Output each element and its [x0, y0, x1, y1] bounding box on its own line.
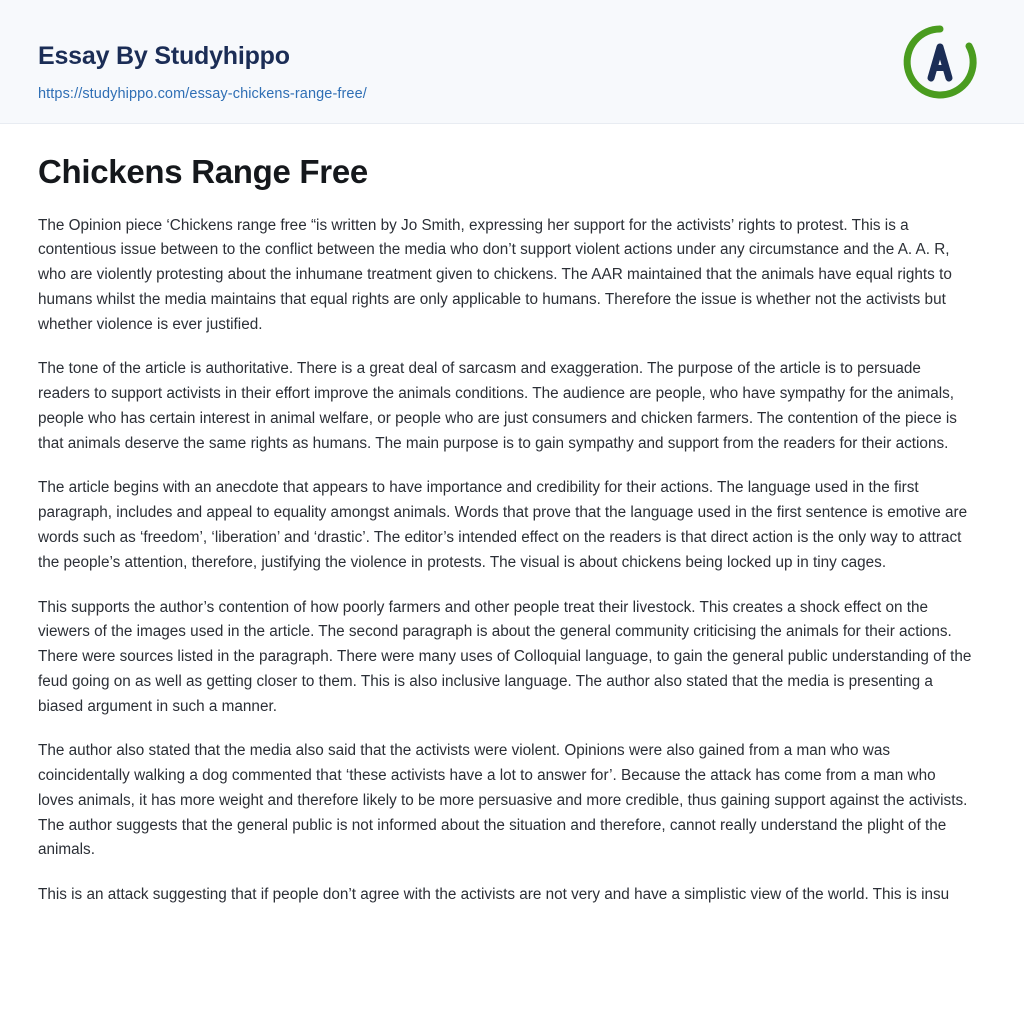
article-paragraph: The article begins with an anecdote that appears to have importance and credibility for their actions. The language used in the first paragraph, includes and appeal to equality amongst animals. Words that prove that the language used in the first sentence is emotive are words such as ‘freedom’, ‘liberation’ and ‘drastic’. The editor’s intended effect on the readers is that direct action is the only way to attract the people’s attention, therefore, justifying the violence in protests. The visual is about chickens being locked up in tiny cages. — [38, 479, 968, 571]
site-header — [0, 0, 1024, 124]
studyhippo-logo-icon — [900, 22, 980, 102]
source-url[interactable]: https://studyhippo.com/essay-chickens-range-free/ — [38, 86, 367, 102]
article-paragraph: This supports the author’s contention of how poorly farmers and other people treat their livestock. This creates a shock effect on the viewers of the images used in the article. The second paragraph is about the general community criticising the animals for their actions. There were sources listed in the paragraph. There were many uses of Colloquial language, to gain the general public understanding of the feud going on as well as getting closer to them. This is also inclusive language. The author also stated that the media is presenting a biased argument in such a manner. — [38, 598, 972, 715]
article-paragraph: The author also stated that the media also said that the activists were violent. Opinions were also gained from a man who was coincidentally walking a dog commented that ‘these activists have a lot to answer for’. Because the attack has come from a man who loves animals, it has more weight and therefore likely to be more persuasive and more credible, thus gaining support against the activists. The author suggests that the general public is not informed about the situation and therefore, cannot really understand the plight of the animals. — [38, 742, 968, 859]
site-brand — [38, 42, 290, 71]
article-paragraph: The Opinion piece ‘Chickens range free “is written by Jo Smith, expressing her support for the activists’ rights to protest. This is a contentious issue between to the conflict between the media who don’t support violent actions under any circumstance and the A. A. R, who are violently protesting about the inhumane treatment given to chickens. The AAR maintained that the animals have equal rights to humans whilst the media maintains that equal rights are only applicable to humans. Therefore the issue is whether not the activists but whether violence is ever justified. — [38, 216, 952, 333]
article-paragraph: This is an attack suggesting that if people don’t agree with the activists are not very and have a simplistic view of the world. This is insu — [38, 886, 950, 904]
page-title: Chickens Range Free — [38, 153, 368, 190]
brand-prefix: Essay By — [38, 42, 155, 70]
article-paragraph: The tone of the article is authoritative. There is a great deal of sarcasm and exaggeration. The purpose of the article is to persuade readers to support activists in their effort improve the animals conditions. The audience are people, who have sympathy for the animals, people who has certain interest in animal welfare, or people who are just consumers and chicken farmers. The contention of the piece is that animals deserve the same rights as humans. The main purpose is to gain sympathy and support from the readers for their actions. — [38, 360, 957, 452]
brand-name: Studyhippo — [154, 42, 290, 70]
article-body — [0, 124, 1024, 908]
